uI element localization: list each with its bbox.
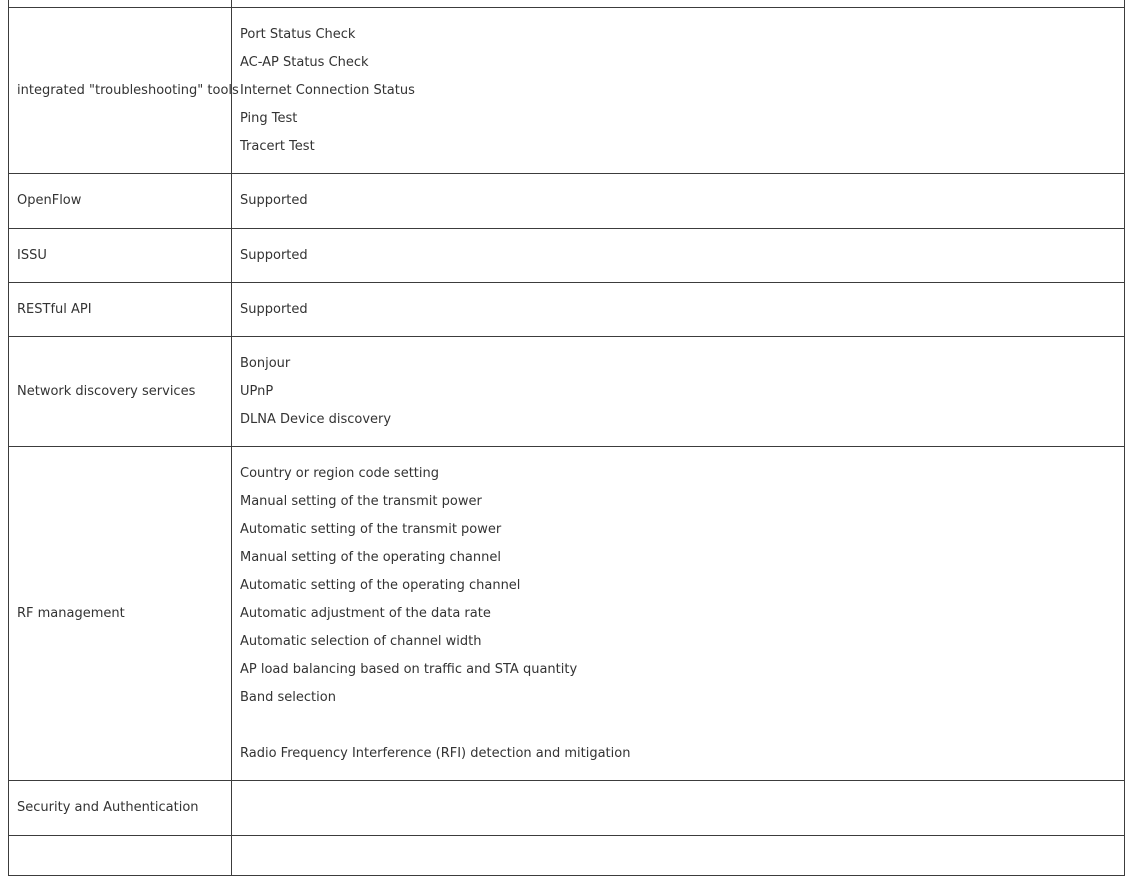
table-row [9,337,1125,447]
list-item: UPnP [240,383,274,399]
list-item: AP load balancing based on traffic and STA quantity [240,661,578,677]
value-cell [232,447,1125,781]
list-item: DLNA Device discovery [240,411,392,427]
list-item: Automatic selection of channel width [240,633,482,649]
table-row [9,781,1125,836]
value-cell [232,174,1125,229]
list-item: Supported [240,301,308,317]
feature-cell: Network discovery services [9,337,232,447]
table-row [9,447,1125,781]
list-item: Automatic setting of the operating channel [240,577,521,593]
list-item: Manual setting of the transmit power [240,493,482,509]
feature-cell: integrated "troubleshooting" tools [9,8,232,174]
list-item: AC-AP Status Check [240,54,369,70]
value-list [240,21,1116,161]
feature-cell [9,0,232,8]
value-cell [232,229,1125,283]
value-list [240,460,1116,768]
value-list [240,242,1116,270]
table-row [9,283,1125,337]
spec-table [8,0,1125,876]
list-item: Bonjour [240,355,291,371]
table-row [9,174,1125,229]
list-item: Radio Frequency Interference (RFI) detection and mitigation [240,745,631,761]
table-row [9,0,1125,8]
list-item: Port Status Check [240,26,356,42]
table-row [9,836,1125,876]
list-item: Internet Connection Status [240,82,415,98]
value-cell [232,8,1125,174]
blank-line [240,712,1116,740]
list-item: Supported [240,193,308,208]
list-item: Manual setting of the operating channel [240,549,501,565]
feature-cell [9,836,232,876]
feature-cell: RESTful API [9,283,232,337]
list-item: Supported [240,247,308,263]
value-cell [232,781,1125,836]
spec-table-body [9,0,1125,876]
value-cell [232,0,1125,8]
list-item: Automatic setting of the transmit power [240,521,502,537]
list-item: Tracert Test [240,138,315,154]
feature-cell: Security and Authentication [9,781,232,836]
list-item: Ping Test [240,110,298,126]
value-list [240,296,1116,324]
list-item: Band selection [240,689,336,705]
table-row [9,8,1125,174]
value-list [240,187,1116,215]
list-item: Country or region code setting [240,465,440,481]
table-row [9,229,1125,283]
value-list [240,350,1116,434]
feature-cell: RF management [9,447,232,781]
feature-cell: OpenFlow [9,174,232,229]
feature-cell: ISSU [9,229,232,283]
value-cell [232,283,1125,337]
value-cell [232,337,1125,447]
value-cell [232,836,1125,876]
list-item: Automatic adjustment of the data rate [240,605,491,621]
